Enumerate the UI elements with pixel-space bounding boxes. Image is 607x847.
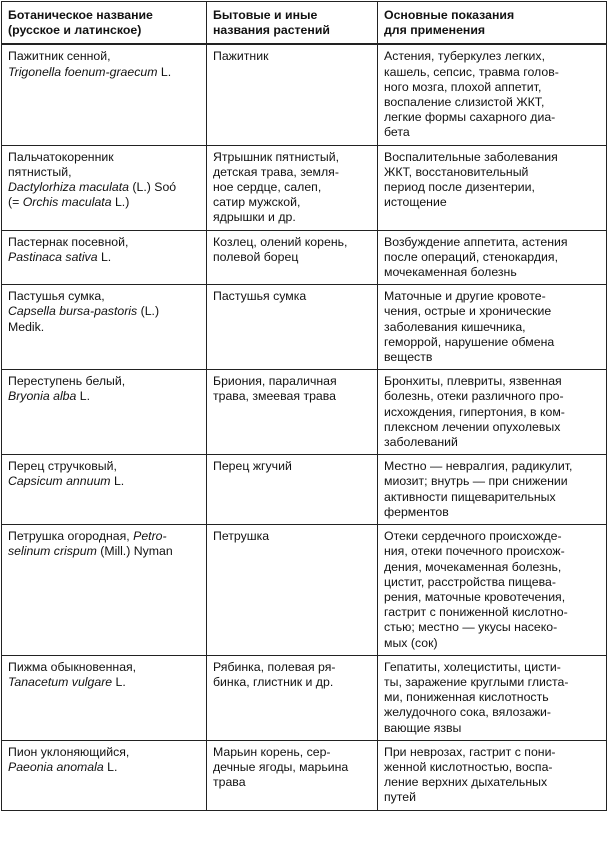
- indication-line: период после дизентерии,: [384, 180, 535, 195]
- common-names-cell: [207, 44, 378, 145]
- common-name-line: полевой борец: [213, 249, 299, 264]
- common-names-cell: [207, 230, 378, 285]
- indication-line: стью; местно — укусы насеко-: [384, 620, 558, 635]
- indication-line: заболевания кишечника,: [384, 319, 526, 334]
- botanical-name-cell: [2, 455, 207, 525]
- latin-name: Petro-: [133, 529, 167, 544]
- name-text: L.: [110, 474, 125, 489]
- name-text: L.: [157, 64, 172, 79]
- botanical-name-cell: [2, 370, 207, 455]
- name-text: Пажитник сенной,: [8, 49, 111, 64]
- plants-table: [1, 1, 607, 811]
- indication-line: ЖКТ, восстановительный: [384, 164, 529, 179]
- name-text: Пальчатокоренник: [8, 149, 114, 164]
- indication-line: Воспалительные заболевания: [384, 149, 558, 164]
- indication-line: истощение: [384, 195, 447, 210]
- name-text: Петрушка огородная,: [8, 529, 134, 544]
- indication-line: активности пищеварительных: [384, 489, 556, 504]
- botanical-name-cell: [2, 285, 207, 370]
- botanical-name-line: [8, 250, 200, 265]
- common-name-line: Пажитник: [213, 49, 269, 64]
- name-text: Перец стручковый,: [8, 459, 117, 474]
- indication-line: болезнь, отеки различного про-: [384, 389, 564, 404]
- common-name-line: Козлец, олений корень,: [213, 234, 348, 249]
- botanical-name-cell: [2, 740, 207, 810]
- name-text: Medik.: [8, 319, 45, 334]
- name-text: пятнистый,: [8, 164, 72, 179]
- indication-line: ми, пониженная кислотность: [384, 690, 549, 705]
- botanical-name-line: [8, 389, 200, 404]
- common-name-line: дечные ягоды, марьина: [213, 759, 349, 774]
- botanical-name-line: [8, 304, 200, 319]
- indications-cell: [378, 370, 607, 455]
- name-text: L.: [76, 389, 91, 404]
- indication-line: плексном лечении опухолевых: [384, 419, 561, 434]
- botanical-name-line: [8, 289, 200, 304]
- latin-name: Trigonella foenum-graecum: [8, 64, 158, 79]
- indication-line: после операций, стенокардия,: [384, 249, 558, 264]
- botanical-name-line: [8, 544, 200, 559]
- common-name-line: Петрушка: [213, 529, 270, 544]
- common-name-line: Бриония, параличная: [213, 374, 337, 389]
- latin-name: Pastinaca sativa: [8, 249, 98, 264]
- indication-line: ление верхних дыхательных: [384, 775, 548, 790]
- indication-line: бета: [384, 125, 410, 140]
- latin-name: selinum crispum: [8, 544, 97, 559]
- common-name-line: Ятрышник пятнистый,: [213, 149, 340, 164]
- indications-cell: [378, 230, 607, 285]
- botanical-name-line: [8, 374, 200, 389]
- common-name-line: бинка, глистник и др.: [213, 674, 334, 689]
- indication-line: Отеки сердечного происхожде-: [384, 529, 562, 544]
- indications-cell: [378, 525, 607, 656]
- indication-line: путей: [384, 790, 417, 805]
- table-row: [2, 285, 607, 370]
- indications-cell: [378, 455, 607, 525]
- indication-line: Маточные и другие кровоте-: [384, 289, 546, 304]
- indication-line: исхождения, гипертония, в ком-: [384, 404, 565, 419]
- common-name-line: Рябинка, полевая ря-: [213, 659, 336, 674]
- botanical-name-line: [8, 760, 200, 775]
- common-name-line: ное сердце, салеп,: [213, 180, 322, 195]
- indications-cell: [378, 44, 607, 145]
- indication-line: кашель, сепсис, травма голов-: [384, 64, 559, 79]
- botanical-name-cell: [2, 525, 207, 656]
- name-text: (=: [8, 195, 23, 210]
- botanical-name-line: [8, 150, 200, 165]
- table-row: [2, 740, 607, 810]
- common-names-cell: [207, 525, 378, 656]
- latin-name: Tanacetum vulgare: [8, 674, 113, 689]
- latin-name: Capsicum annuum: [8, 474, 111, 489]
- indication-line: мочекаменная болезнь: [384, 265, 517, 280]
- botanical-name-cell: [2, 655, 207, 740]
- common-name-line: трава, змеевая трава: [213, 389, 336, 404]
- common-names-cell: [207, 145, 378, 230]
- latin-name: Bryonia alba: [8, 389, 77, 404]
- indication-line: ного мозга, плохой аппетит,: [384, 79, 542, 94]
- name-text: Пион уклоняющийся,: [8, 744, 130, 759]
- latin-name: Paeonia anomala: [8, 759, 104, 774]
- common-name-line: сатир мужской,: [213, 195, 301, 210]
- indications-cell: [378, 145, 607, 230]
- indication-line: ния, отеки почечного происхож-: [384, 544, 565, 559]
- name-text: L.: [103, 759, 118, 774]
- botanical-name-line: [8, 320, 200, 335]
- botanical-name-line: [8, 180, 200, 195]
- name-text: (Mill.) Nyman: [96, 544, 173, 559]
- table-row: [2, 44, 607, 145]
- name-text: L.: [97, 249, 112, 264]
- table-row: [2, 230, 607, 285]
- indication-line: Астения, туберкулез легких,: [384, 49, 545, 64]
- common-names-cell: [207, 285, 378, 370]
- indications-cell: [378, 655, 607, 740]
- common-name-line: ядрышки и др.: [213, 210, 296, 225]
- indications-cell: [378, 285, 607, 370]
- botanical-name-line: [8, 165, 200, 180]
- botanical-name-line: [8, 529, 200, 544]
- table-row: [2, 370, 607, 455]
- latin-name: Capsella bursa-pastoris: [8, 304, 138, 319]
- botanical-name-cell: [2, 145, 207, 230]
- indication-line: Возбуждение аппетита, астения: [384, 234, 568, 249]
- botanical-name-cell: [2, 230, 207, 285]
- botanical-name-line: [8, 49, 200, 64]
- name-text: L.: [112, 674, 126, 689]
- name-text: (L.): [137, 304, 160, 319]
- name-text: Пастушья сумка,: [8, 289, 105, 304]
- botanical-name-line: [8, 459, 200, 474]
- header-indications: Основные показания для применения: [378, 2, 607, 45]
- indications-cell: [378, 740, 607, 810]
- botanical-name-line: [8, 474, 200, 489]
- table-row: [2, 525, 607, 656]
- indication-line: гастрит с пониженной кислотно-: [384, 605, 568, 620]
- common-names-cell: [207, 740, 378, 810]
- name-text: Переступень белый,: [8, 374, 126, 389]
- botanical-name-line: [8, 195, 200, 210]
- indication-line: веществ: [384, 350, 433, 365]
- indication-line: желудочного сока, вялозажи-: [384, 705, 552, 720]
- indication-line: дения, мочекаменная болезнь,: [384, 559, 562, 574]
- name-text: L.): [111, 195, 130, 210]
- document-page: [0, 1, 607, 847]
- name-text: Пастернак посевной,: [8, 234, 129, 249]
- botanical-name-line: [8, 745, 200, 760]
- indication-line: легкие формы сахарного диа-: [384, 110, 556, 125]
- latin-name: Dactylorhiza maculata: [8, 180, 129, 195]
- common-names-cell: [207, 370, 378, 455]
- indication-line: При неврозах, гастрит с пони-: [384, 744, 556, 759]
- common-name-line: трава: [213, 775, 246, 790]
- indication-line: Гепатиты, холециститы, цисти-: [384, 659, 561, 674]
- indication-line: ты, заражение круглыми глиста-: [384, 674, 569, 689]
- indication-line: воспаление слизистой ЖКТ,: [384, 95, 545, 110]
- name-text: Пижма обыкновенная,: [8, 659, 137, 674]
- common-name-line: Перец жгучий: [213, 459, 292, 474]
- table-row: [2, 655, 607, 740]
- header-common-names: Бытовые и иные названия растений: [207, 2, 378, 45]
- indication-line: Бронхиты, плевриты, язвенная: [384, 374, 562, 389]
- indication-line: заболеваний: [384, 435, 458, 450]
- header-row: [2, 2, 607, 45]
- table-body: [2, 44, 607, 810]
- latin-name: Orchis maculata: [22, 195, 112, 210]
- indication-line: Местно — невралгия, радикулит,: [384, 459, 573, 474]
- indication-line: миозит; внутрь — при снижении: [384, 474, 568, 489]
- common-name-line: детская трава, земля-: [213, 164, 339, 179]
- common-name-line: Пастушья сумка: [213, 289, 307, 304]
- indication-line: ферментов: [384, 504, 449, 519]
- common-names-cell: [207, 655, 378, 740]
- indication-line: рения, маточные кровотечения,: [384, 589, 566, 604]
- indication-line: мых (сок): [384, 635, 438, 650]
- botanical-name-line: [8, 235, 200, 250]
- botanical-name-line: [8, 660, 200, 675]
- name-text: (L.) Soó: [128, 180, 177, 195]
- indication-line: геморрой, нарушение обмена: [384, 334, 555, 349]
- common-names-cell: [207, 455, 378, 525]
- indication-line: вающие язвы: [384, 720, 462, 735]
- header-botanical-name: Ботаническое название (русское и латинское): [2, 2, 207, 45]
- table-row: [2, 145, 607, 230]
- common-name-line: Марьин корень, сер-: [213, 744, 331, 759]
- indication-line: цистит, расстройства пищева-: [384, 574, 556, 589]
- botanical-name-cell: [2, 44, 207, 145]
- botanical-name-line: [8, 65, 200, 80]
- table-row: [2, 455, 607, 525]
- botanical-name-line: [8, 675, 200, 690]
- indication-line: женной кислотностью, воспа-: [384, 759, 553, 774]
- indication-line: чения, острые и хронические: [384, 304, 552, 319]
